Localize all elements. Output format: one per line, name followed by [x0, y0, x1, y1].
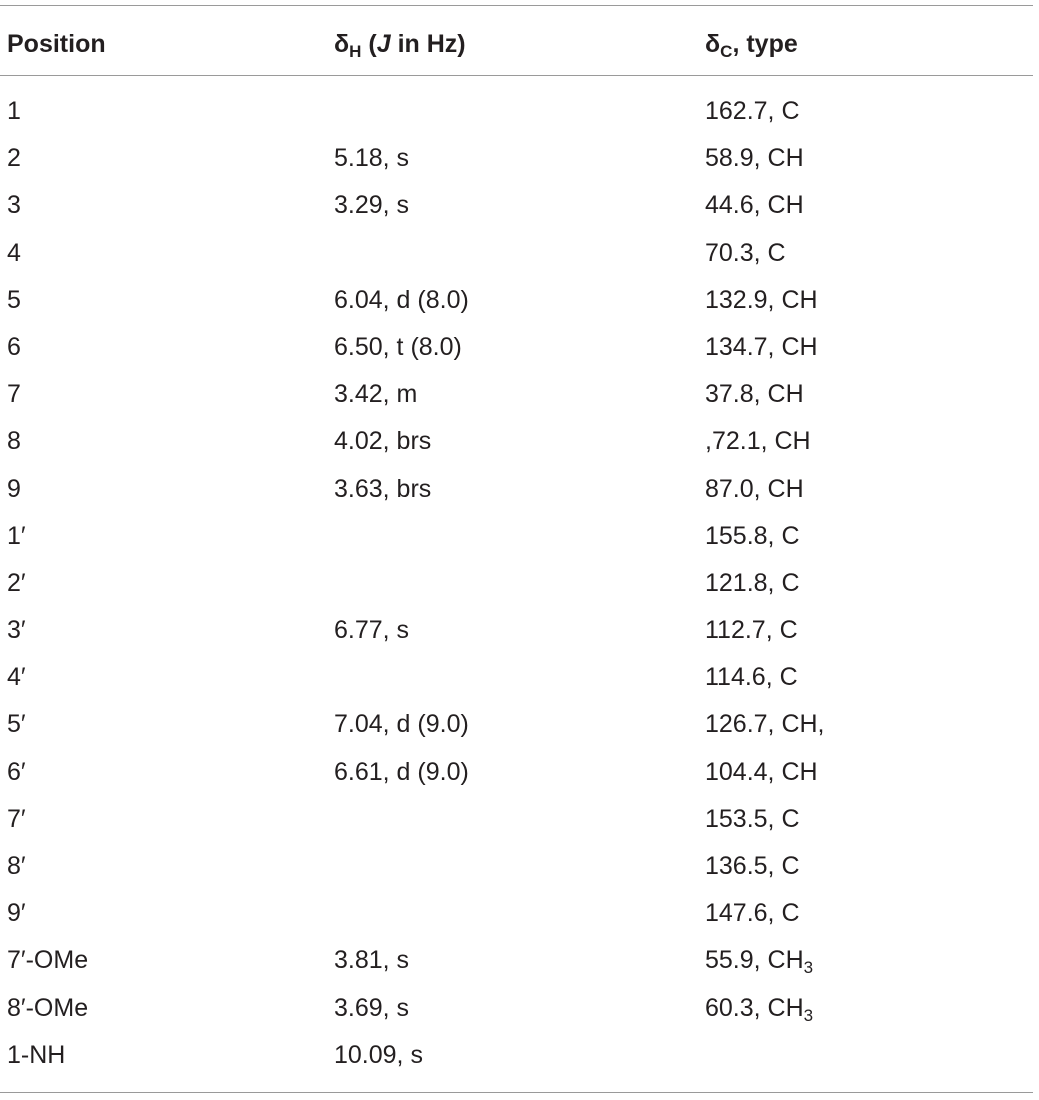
- cell-delta-c: [705, 513, 800, 560]
- cell-delta-c-value: 87.0, CH: [705, 474, 804, 503]
- cell-delta-h: 6.61, d (9.0): [334, 757, 469, 786]
- table-row: [0, 607, 1033, 654]
- cell-delta-h: 3.69, s: [334, 993, 410, 1022]
- cell-delta-h: 7.04, d (9.0): [334, 710, 469, 739]
- cell-delta-c-value: 132.9, CH: [705, 285, 818, 314]
- cell-position: 4: [7, 238, 21, 267]
- cell-position: 9′: [7, 899, 26, 928]
- table-header-row: [0, 5, 1033, 75]
- table-body: [0, 88, 1033, 1079]
- cell-delta-c: [705, 466, 804, 513]
- table-row: [0, 843, 1033, 890]
- cell-delta-h: 3.42, m: [334, 380, 418, 409]
- header-delta-h-j: J: [376, 30, 391, 58]
- cell-position: 7: [7, 380, 21, 409]
- cell-delta-c-value: 121.8, C: [705, 568, 800, 597]
- cell-delta-c: [705, 701, 825, 748]
- table-row: [0, 1032, 1033, 1079]
- cell-delta-c-value: 104.4, CH: [705, 757, 818, 786]
- cell-position: 1-NH: [7, 1040, 66, 1069]
- table-header-rule: [0, 75, 1033, 76]
- cell-delta-c: [705, 654, 798, 701]
- table-row: [0, 654, 1033, 701]
- table-row: [0, 135, 1033, 182]
- table-row: [0, 749, 1033, 796]
- cell-position: 1: [7, 97, 21, 125]
- cell-delta-c: [705, 182, 804, 229]
- header-delta-h-rest: in Hz): [390, 30, 466, 58]
- cell-delta-c-value: 162.7, C: [705, 97, 800, 125]
- table-row: [0, 88, 1033, 135]
- cell-delta-c-value: 58.9, CH: [705, 144, 804, 173]
- cell-position: 3: [7, 191, 21, 220]
- cell-delta-c: [705, 88, 800, 135]
- cell-position: 1′: [7, 521, 26, 550]
- cell-delta-c: [705, 418, 811, 465]
- cell-delta-c-value: 55.9, CH: [705, 946, 804, 975]
- cell-delta-c: [705, 560, 800, 607]
- cell-delta-h: 6.77, s: [334, 616, 410, 645]
- table-bottom-rule: [0, 1092, 1033, 1093]
- cell-delta-c: [705, 890, 800, 937]
- table-row: [0, 937, 1033, 984]
- cell-position: 8: [7, 427, 21, 456]
- cell-delta-c: [705, 749, 818, 796]
- table-row: [0, 230, 1033, 277]
- cell-delta-h: 3.29, s: [334, 191, 410, 220]
- cell-delta-h: 10.09, s: [334, 1040, 423, 1069]
- table-row: [0, 371, 1033, 418]
- cell-delta-c-value: 147.6, C: [705, 899, 800, 928]
- cell-delta-h: 4.02, brs: [334, 427, 432, 456]
- cell-delta-c-value: 70.3, C: [705, 238, 786, 267]
- cell-delta-h: 3.63, brs: [334, 474, 432, 503]
- cell-position: 5: [7, 285, 21, 314]
- cell-delta-c: [705, 843, 800, 890]
- cell-position: 7′-OMe: [7, 946, 89, 975]
- cell-delta-h: 6.50, t (8.0): [334, 332, 462, 361]
- header-delta-h-open: (: [361, 30, 377, 58]
- cell-delta-c: [705, 371, 804, 418]
- cell-delta-c-value: 155.8, C: [705, 521, 800, 550]
- cell-delta-c-subscript: 3: [803, 958, 814, 978]
- cell-position: 3′: [7, 616, 26, 645]
- cell-delta-c-value: 134.7, CH: [705, 332, 818, 361]
- cell-delta-c-value: 136.5, C: [705, 852, 800, 880]
- cell-delta-c-value: ,72.1, CH: [705, 427, 811, 456]
- cell-delta-c: [705, 230, 786, 277]
- cell-position: 9: [7, 474, 21, 503]
- cell-delta-h: 5.18, s: [334, 144, 410, 173]
- cell-position: 6: [7, 332, 21, 361]
- cell-delta-c: [705, 277, 818, 324]
- cell-position: 7′: [7, 804, 26, 833]
- cell-delta-c-value: 112.7, C: [705, 616, 798, 645]
- table-row: [0, 182, 1033, 229]
- cell-delta-c: [705, 796, 800, 843]
- header-delta-c: [705, 29, 798, 59]
- table-row: [0, 560, 1033, 607]
- table-row: [0, 324, 1033, 371]
- table-row: [0, 277, 1033, 324]
- table-row: [0, 985, 1033, 1032]
- header-delta-c-symbol: δ: [705, 30, 721, 58]
- header-delta-h-subscript: H: [349, 42, 362, 61]
- table-row: [0, 890, 1033, 937]
- header-position: Position: [7, 30, 106, 58]
- cell-position: 2: [7, 144, 21, 173]
- cell-delta-c: [705, 985, 813, 1032]
- cell-delta-c-value: 60.3, CH: [705, 993, 804, 1022]
- cell-delta-c: [705, 607, 798, 654]
- cell-delta-c-value: 153.5, C: [705, 804, 800, 833]
- cell-delta-h: 3.81, s: [334, 946, 410, 975]
- cell-delta-c-value: 44.6, CH: [705, 191, 804, 220]
- cell-delta-c: [705, 135, 804, 182]
- header-delta-h: [334, 29, 466, 59]
- table-row: [0, 701, 1033, 748]
- cell-position: 2′: [7, 568, 26, 597]
- cell-delta-h: 6.04, d (8.0): [334, 285, 469, 314]
- cell-delta-c: [705, 937, 813, 984]
- cell-delta-c: [705, 324, 818, 371]
- cell-delta-c-value: 126.7, CH,: [705, 710, 825, 739]
- header-delta-h-symbol: δ: [334, 30, 350, 58]
- table-row: [0, 466, 1033, 513]
- header-delta-c-subscript: C: [720, 42, 733, 61]
- header-delta-c-rest: , type: [732, 30, 798, 58]
- cell-position: 4′: [7, 663, 26, 692]
- cell-delta-c-value: 37.8, CH: [705, 380, 804, 409]
- cell-delta-c-subscript: 3: [803, 1005, 814, 1025]
- cell-position: 5′: [7, 710, 26, 739]
- cell-delta-c-value: 114.6, C: [705, 663, 798, 692]
- cell-position: 8′-OMe: [7, 993, 89, 1022]
- table-row: [0, 513, 1033, 560]
- cell-position: 8′: [7, 852, 26, 880]
- table-row: [0, 796, 1033, 843]
- cell-position: 6′: [7, 757, 26, 786]
- table-row: [0, 418, 1033, 465]
